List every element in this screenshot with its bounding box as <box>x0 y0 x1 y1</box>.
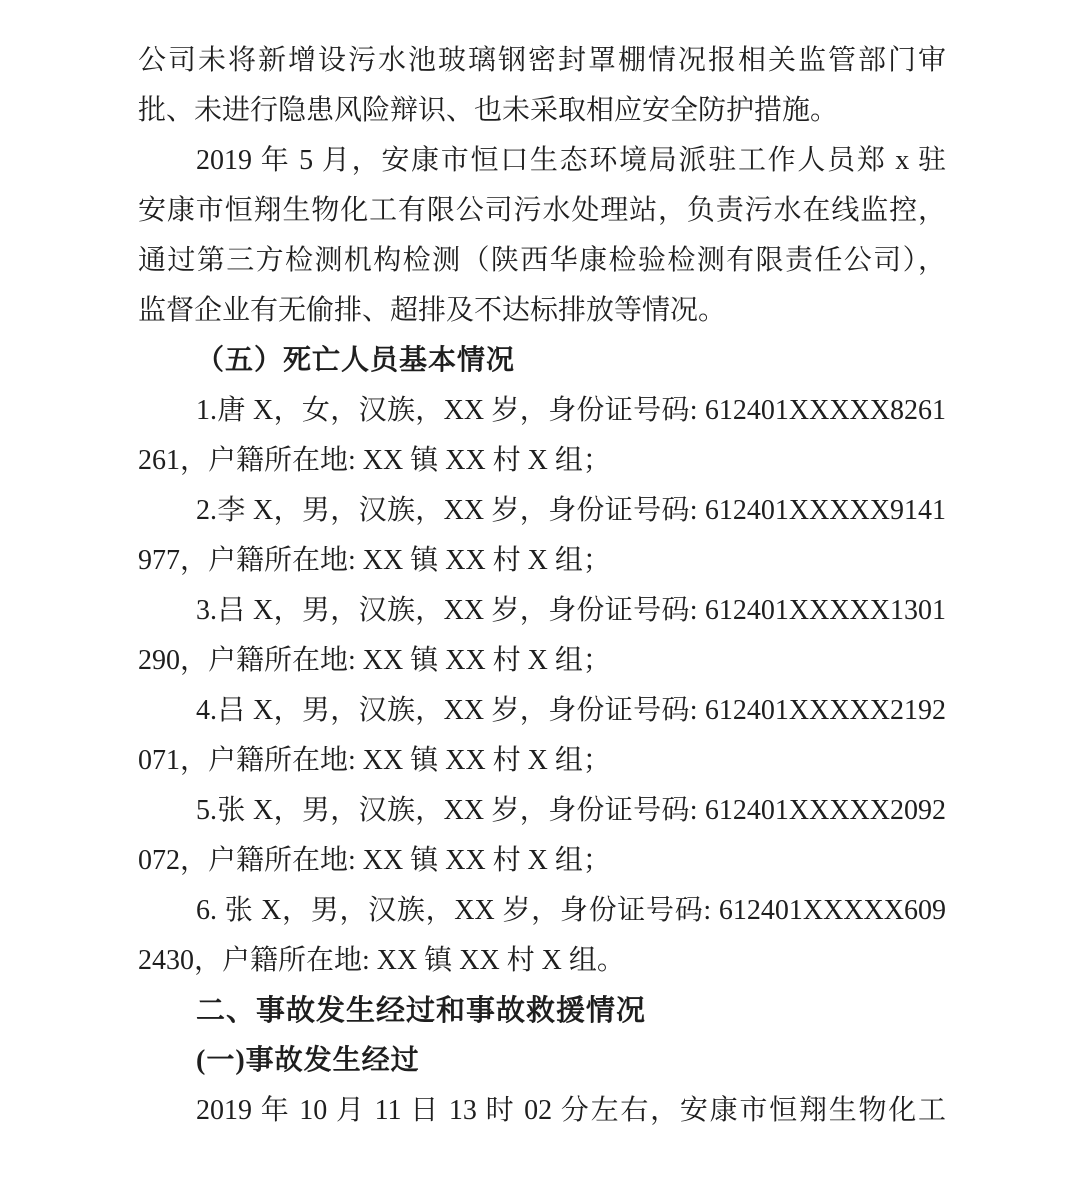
victim-line: 290，户籍所在地: XX 镇 XX 村 X 组； <box>138 645 611 676</box>
paragraph-monitoring <box>138 136 946 336</box>
paragraph-accident-start <box>138 1086 946 1136</box>
body-line: 通过第三方检测机构检测（陕西华康检验检测有限责任公司）， <box>138 245 946 276</box>
body-line: 安康市恒翔生物化工有限公司污水处理站，负责污水在线监控， <box>138 195 946 226</box>
victim-line: 4.吕 X，男，汉族，XX 岁，身份证号码: 612401XXXXX2192 <box>196 695 946 726</box>
victim-line: 977，户籍所在地: XX 镇 XX 村 X 组； <box>138 545 611 576</box>
body-line: 监督企业有无偷排、超排及不达标排放等情况。 <box>138 295 727 326</box>
paragraph-intro-continued <box>138 36 946 136</box>
body-line: 批、未进行隐患风险辩识、也未采取相应安全防护措施。 <box>138 95 839 126</box>
victim-line: 072，户籍所在地: XX 镇 XX 村 X 组； <box>138 845 611 876</box>
heading-line: （五）死亡人员基本情况 <box>196 345 516 376</box>
victim-entry-3 <box>138 586 946 686</box>
victim-entry-2 <box>138 486 946 586</box>
subsection-heading-accident-course <box>138 1036 946 1086</box>
section-heading-deceased-info <box>138 336 946 386</box>
victim-line: 261，户籍所在地: XX 镇 XX 村 X 组； <box>138 445 611 476</box>
document-body <box>138 36 946 1136</box>
victim-line: 6. 张 X，男，汉族，XX 岁，身份证号码: 612401XXXXX609 <box>196 895 946 926</box>
heading-line: (一)事故发生经过 <box>196 1045 420 1076</box>
victim-line: 2430，户籍所在地: XX 镇 XX 村 X 组。 <box>138 945 625 976</box>
body-line: 公司未将新增设污水池玻璃钢密封罩棚情况报相关监管部门审 <box>138 45 946 76</box>
heading-line: 二、事故发生经过和事故救援情况 <box>196 995 647 1027</box>
victim-line: 071，户籍所在地: XX 镇 XX 村 X 组； <box>138 745 611 776</box>
victim-entry-5 <box>138 786 946 886</box>
victim-line: 3.吕 X，男，汉族，XX 岁，身份证号码: 612401XXXXX1301 <box>196 595 946 626</box>
body-line: 2019 年 10 月 11 日 13 时 02 分左右，安康市恒翔生物化工 <box>196 1095 946 1126</box>
victim-line: 2.李 X，男，汉族，XX 岁，身份证号码: 612401XXXXX9141 <box>196 495 946 526</box>
victim-entry-6 <box>138 886 946 986</box>
victim-entry-1 <box>138 386 946 486</box>
section-heading-accident-course-rescue <box>138 986 946 1036</box>
body-line: 2019 年 5 月，安康市恒口生态环境局派驻工作人员郑 x 驻 <box>196 145 946 176</box>
victim-line: 5.张 X，男，汉族，XX 岁，身份证号码: 612401XXXXX2092 <box>196 795 946 826</box>
victim-entry-4 <box>138 686 946 786</box>
victim-line: 1.唐 X，女，汉族，XX 岁，身份证号码: 612401XXXXX8261 <box>196 395 946 426</box>
